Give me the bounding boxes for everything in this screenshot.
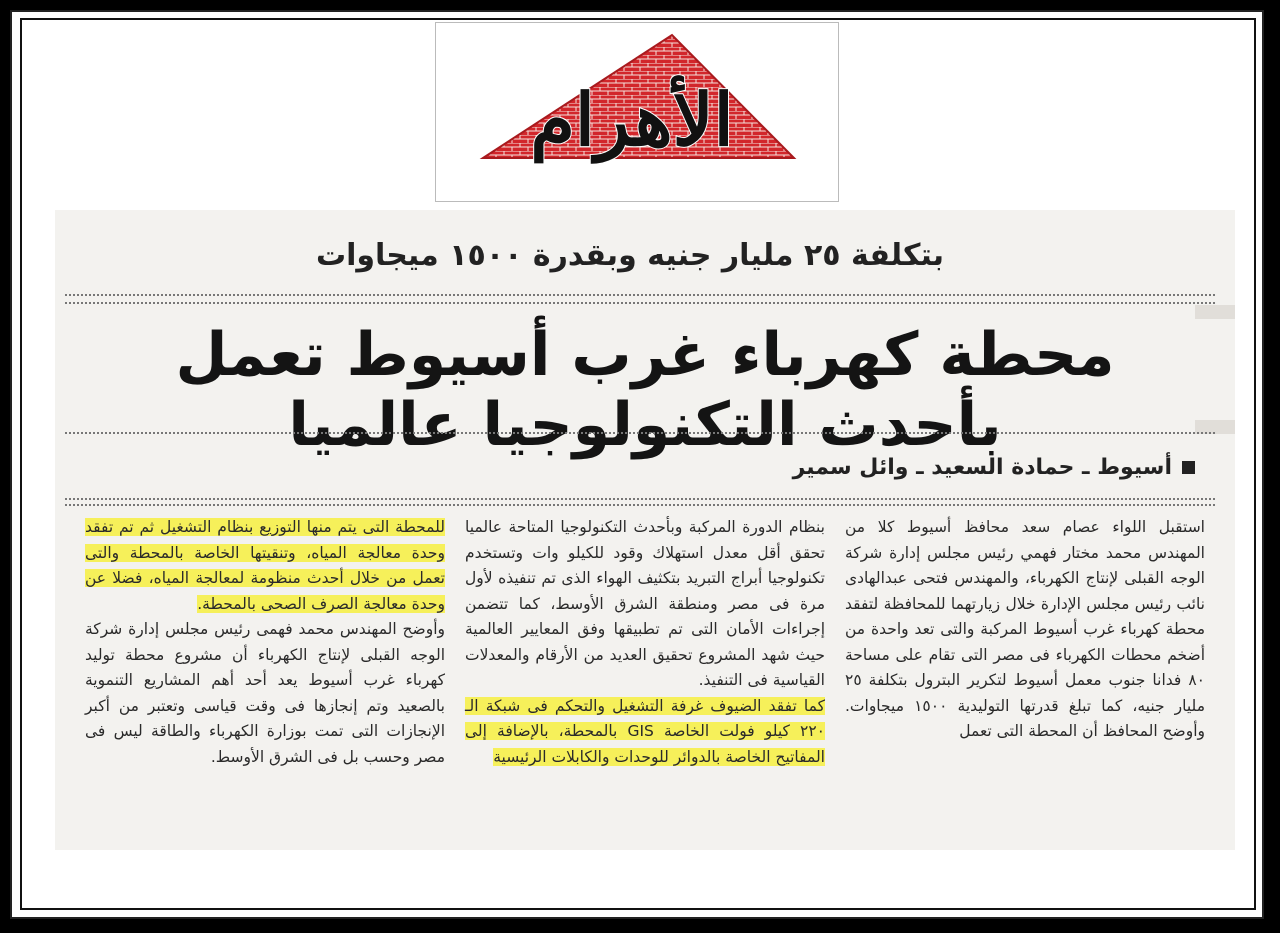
paragraph: وأوضح المهندس محمد فهمى رئيس مجلس إدارة شركة الوجه القبلى لإنتاج الكهرباء أن مشروع محطة توليد كهرباء غرب أسيوط يعد أحد أهم المشاريع التنموية بالصعيد وتم إنجازها فى وقت قياسى وتعتبر من أكبر الإنجازات التى تمت بوزارة الكهرباء والطاقة ليس فى مصر وحسب بل فى الشرق الأوسط.: [85, 620, 445, 766]
newspaper-clipping: [55, 210, 1235, 850]
divider: [65, 504, 1215, 506]
byline-text: أسيوط ـ حمادة السعيد ـ وائل سمير: [792, 455, 1172, 480]
newspaper-logo: [435, 22, 839, 202]
divider: [65, 432, 1215, 434]
article-headline: محطة كهرباء غرب أسيوط تعمل بأحدث التكنولوجيا عالميا: [175, 320, 1115, 460]
pyramid-logo-icon: [436, 23, 840, 203]
divider: [65, 302, 1215, 304]
logo-wordmark: الأهرام: [530, 77, 734, 162]
highlighted-text: كما تفقد الضيوف غرفة التشغيل والتحكم فى شبكة الـ ٢٢٠ كيلو فولت الخاصة GIS بالمحطة، بالإضافة إلى المفاتيح الخاصة بالدوائر للوحدات والكابلات الرئيسية: [465, 696, 825, 766]
article-subheadline: بتكلفة ٢٥ مليار جنيه وبقدرة ١٥٠٠ ميجاوات: [315, 238, 945, 273]
paragraph: استقبل اللواء عصام سعد محافظ أسيوط كلا من المهندس محمد مختار فهمي رئيس مجلس إدارة شركة الوجه القبلى لإنتاج الكهرباء، والمهندس فتحى عبدالهادى نائب رئيس مجلس الإدارة خلال زيارتهما للمحافظة لتفقد محطة كهرباء غرب أسيوط المركبة والتى تعد واحدة من أضخم محطات الكهرباء فى مصر التى تقام على مساحة ٨٠ فدانا جنوب معمل أسيوط لتكرير البترول بتكلفة ٢٥ مليار جنيه، كما تبلغ قدرتها التوليدية ١٥٠٠ ميجاوات. وأوضح المحافظ أن المحطة التى تعمل: [845, 518, 1205, 740]
article-column-middle: [465, 515, 825, 770]
highlighted-text: للمحطة التى يتم منها التوزيع بنظام التشغيل ثم تم تفقد وحدة معالجة المياه، وتنقيتها الخاصة بالمحطة والتى تعمل من خلال أحدث منظومة لمعالجة المياه، فضلا عن وحدة معالجة الصرف الصحى بالمحطة.: [85, 518, 445, 613]
article-column-right: [845, 515, 1205, 745]
divider: [65, 294, 1215, 296]
article-column-left: [85, 515, 445, 770]
article-byline: [793, 455, 1195, 480]
divider: [65, 498, 1215, 500]
scan-artifact: [1195, 305, 1235, 319]
paragraph: بنظام الدورة المركبة وبأحدث التكنولوجيا المتاحة عالميا تحقق أقل معدل استهلاك وقود للكيلو وات وتستخدم تكنولوجيا أبراج التبريد بتكثيف الهواء الذى تم تنفيذه لأول مرة فى مصر ومنطقة الشرق الأوسط، كما تتضمن إجراءات الأمان التى تم تطبيقها وفق المعايير العالمية حيث شهد المشروع تحقيق العديد من الأرقام والمعدلات القياسية فى التنفيذ.: [465, 518, 825, 689]
bullet-square-icon: [1182, 461, 1195, 474]
